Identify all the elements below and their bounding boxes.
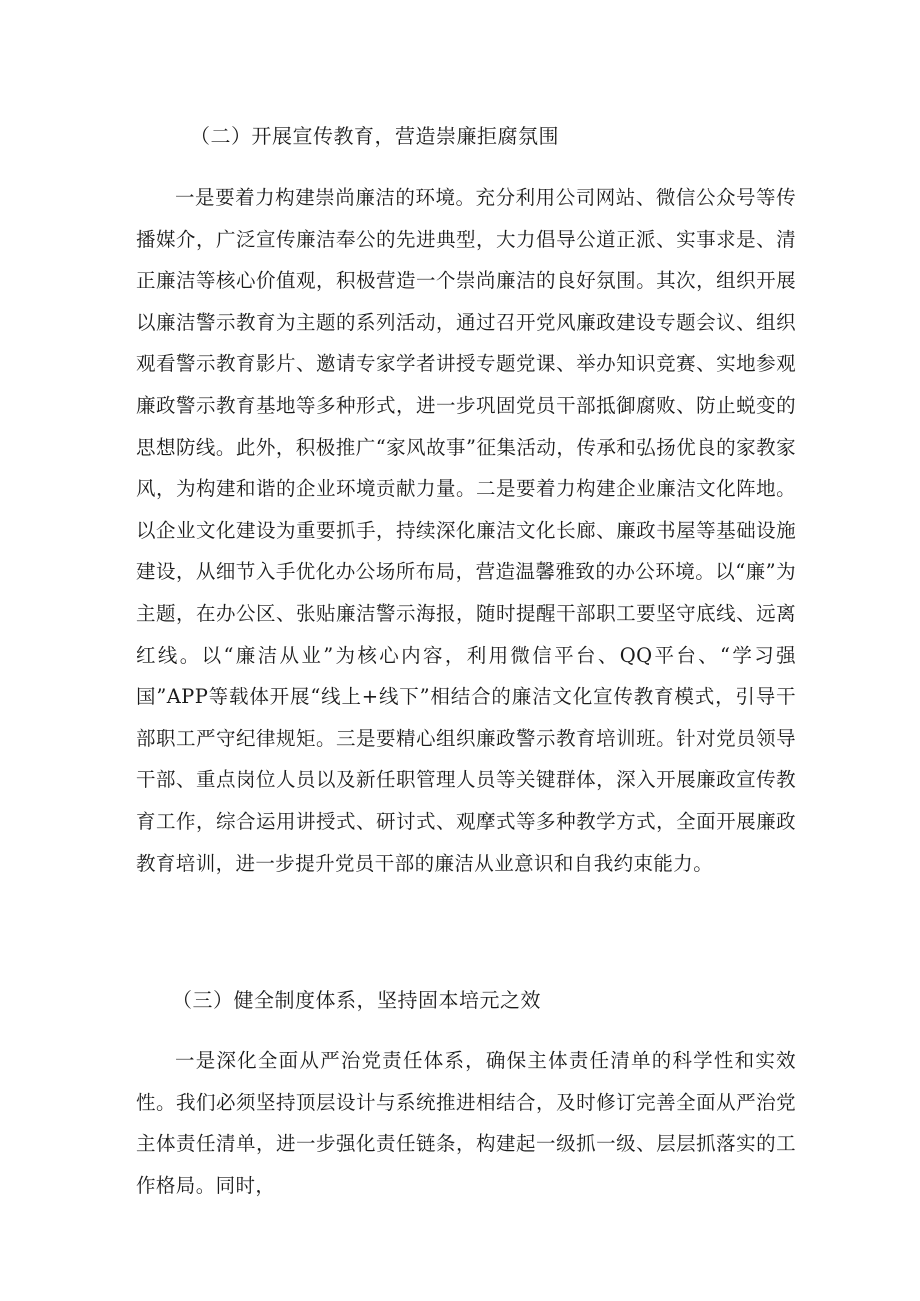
section-3-heading: （三）健全制度体系，坚持固本培元之效 <box>172 988 541 1012</box>
section-2-paragraph: 一是要着力构建崇尚廉洁的环境。充分利用公司网站、微信公众号等传播媒介，广泛宣传廉洁奉公的先进典型，大力倡导公道正派、实事求是、清正廉洁等核心价值观，积极营造一个崇尚廉洁的良好氛围。其次，组织开展以廉洁警示教育为主题的系列活动，通过召开党风廉政建设专题会议、组织观看警示教育影片、邀请专家学者讲授专题党课、举办知识竞赛、实地参观廉政警示教育基地等多种形式，进一步巩固党员干部抵御腐败、防止蜕变的思想防线。此外，积极推广“家风故事”征集活动，传承和弘扬优良的家教家风，为构建和谐的企业环境贡献力量。二是要着力构建企业廉洁文化阵地。以企业文化建设为重要抓手，持续深化廉洁文化长廊、廉政书屋等基础设施建设，从细节入手优化办公场所布局，营造温馨雅致的办公环境。以“廉”为主题，在办公区、张贴廉洁警示海报，随时提醒干部职工要坚守底线、远离红线。以“廉洁从业”为核心内容，利用微信平台、QQ平台、“学习强国”APP等载体开展“线上+线下”相结合的廉洁文化宣传教育模式，引导干部职工严守纪律规矩。三是要精心组织廉政警示教育培训班。针对党员领导干部、重点岗位人员以及新任职管理人员等关键群体，深入开展廉政宣传教育工作，综合运用讲授式、研讨式、观摩式等多种教学方式，全面开展廉政教育培训，进一步提升党员干部的廉洁从业意识和自我约束能力。 <box>136 186 796 875</box>
section-2-heading: （二）开展宣传教育，营造崇廉拒腐氛围 <box>190 124 559 148</box>
section-3-paragraph: 一是深化全面从严治党责任体系，确保主体责任清单的科学性和实效性。我们必须坚持顶层设计与系统推进相结合，及时修订完善全面从严治党主体责任清单，进一步强化责任链条，构建起一级抓一级、层层抓落实的工作格局。同时， <box>136 1049 796 1197</box>
